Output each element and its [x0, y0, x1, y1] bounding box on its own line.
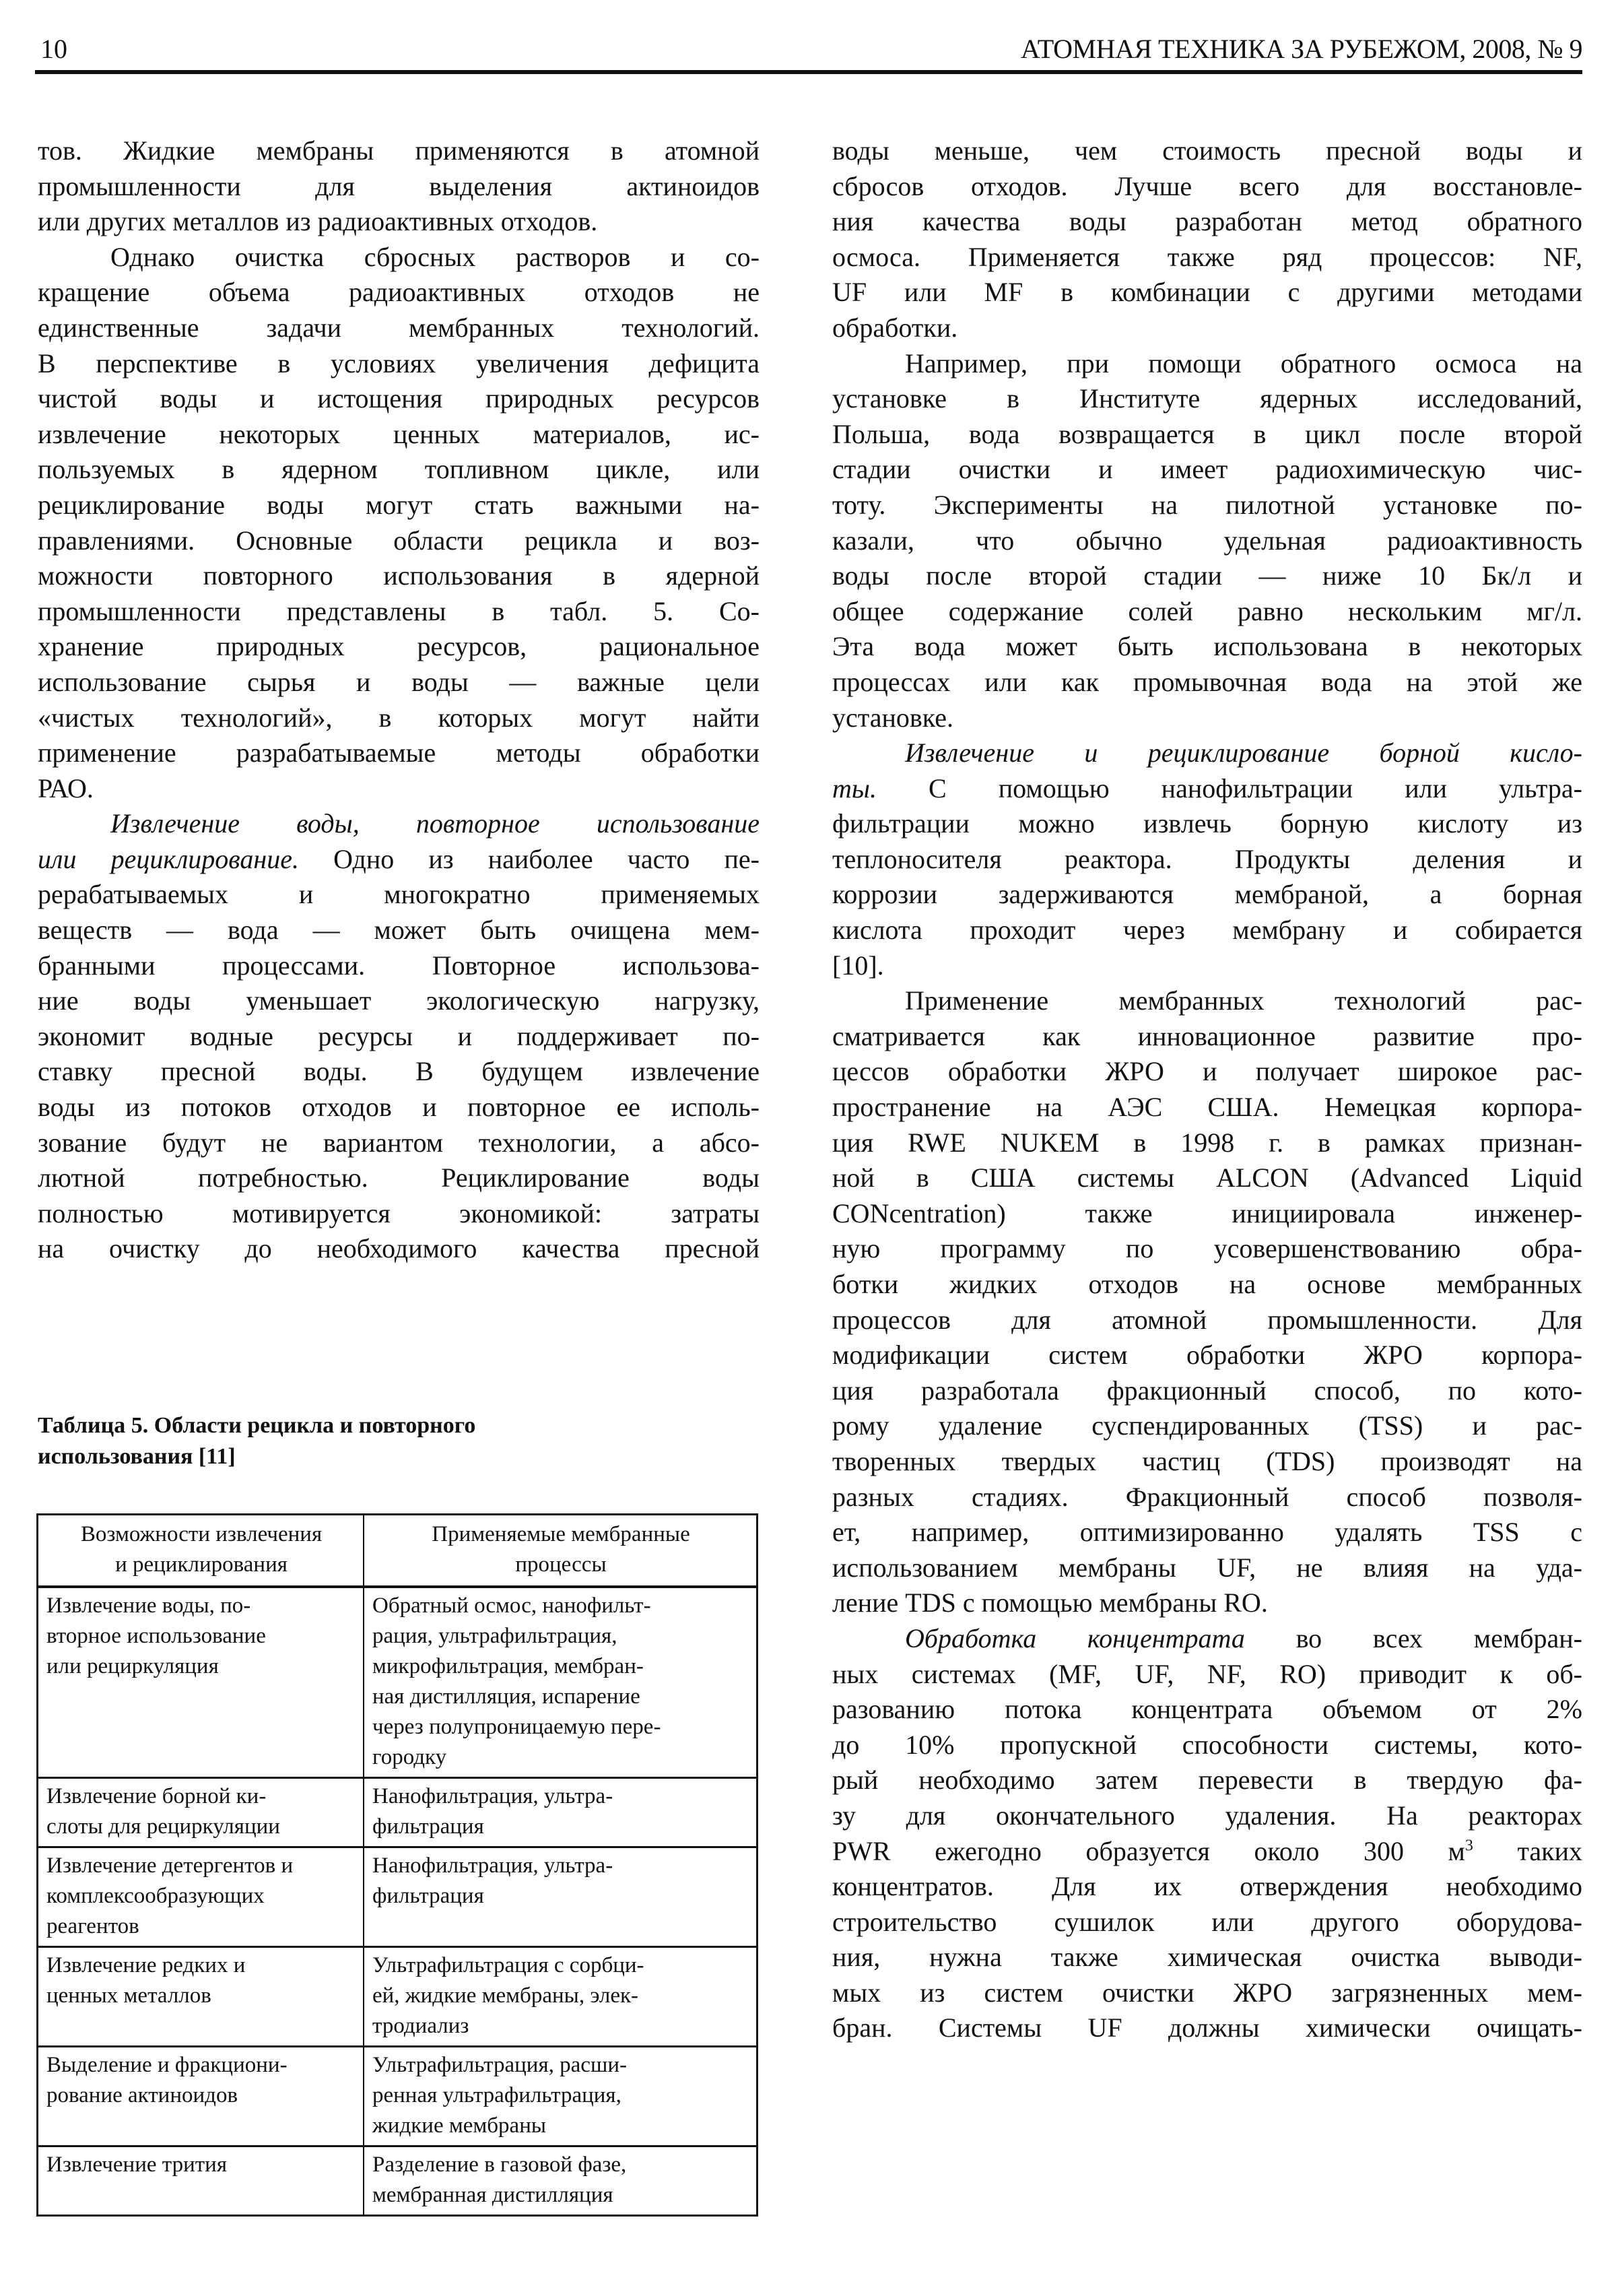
text-line: [38, 204, 760, 240]
text-line: [832, 558, 1582, 594]
text-run: [10].: [832, 950, 884, 981]
table-caption: [38, 1410, 760, 1472]
text-run: ния качества воды разработан метод обратного: [832, 206, 1582, 237]
text-run: тоту. Эксперименты на пилотной установке по-: [832, 489, 1582, 520]
text-run: мых из систем очистки ЖРО загрязненных мем-: [832, 1977, 1582, 2008]
text-run: или других металлов из радиоактивных отходов.: [38, 206, 598, 237]
text-line: [38, 771, 760, 807]
cell-text-line: Извлечение детергентов и: [46, 1854, 294, 1878]
text-run: ние воды уменьшает экологическую нагрузку,: [38, 985, 760, 1016]
text-run: рому удаление суспендированных (TSS) и рас-: [832, 1410, 1582, 1441]
text-run: общее содержание солей равно нескольким мг/л.: [832, 595, 1582, 626]
text-line: [38, 913, 760, 948]
text-line: [38, 275, 760, 310]
right-text-column: [832, 133, 1582, 2046]
text-line: [832, 1798, 1582, 1834]
text-line: [38, 1196, 760, 1232]
italic-run-in-heading: Извлечение воды, повторное использование: [110, 808, 760, 839]
opportunity-cell: [38, 2047, 364, 2146]
text-run: ставку пресной воды. В будущем извлечение: [38, 1056, 760, 1087]
text-run: разованию потока концентрата объемом от 2%: [832, 1694, 1582, 1725]
text-run: ция разработала фракционный способ, по кото-: [832, 1375, 1582, 1406]
processes-cell: [364, 1778, 758, 1847]
text-line: [832, 2010, 1582, 2046]
text-line: [832, 1373, 1582, 1409]
text-run: промышленности для выделения актиноидов: [38, 170, 760, 201]
text-line: [832, 983, 1582, 1019]
text-run: зование будут не вариантом технологии, а абсо-: [38, 1127, 760, 1158]
text-run: установке в Институте ядерных исследований,: [832, 383, 1582, 414]
text-line: [38, 1231, 760, 1267]
text-line: [832, 1090, 1582, 1125]
opportunity-cell: [38, 1587, 364, 1778]
text-line: [38, 452, 760, 488]
text-run: можности повторного использования в ядерной: [38, 560, 760, 591]
text-run: Однако очистка сбросных растворов и со-: [110, 241, 760, 272]
text-line: [832, 1940, 1582, 1975]
text-line: [832, 452, 1582, 488]
text-run: разных стадиях. Фракционный способ позволя-: [832, 1481, 1582, 1512]
text-line: [832, 1692, 1582, 1728]
text-line: [38, 842, 760, 878]
text-line: [38, 310, 760, 346]
text-line: [38, 1090, 760, 1125]
text-run: процессах или как промывочная вода на этой же: [832, 666, 1582, 697]
cell-text-line: фильтрация: [372, 1814, 484, 1839]
text-line: [38, 948, 760, 984]
text-line: [832, 913, 1582, 948]
text-run: рый необходимо затем перевести в твердую фа-: [832, 1765, 1582, 1796]
text-run: «чистых технологий», в которых могут найти: [38, 702, 760, 733]
text-run: применение разрабатываемые методы обработки: [38, 737, 760, 768]
text-run: процессов для атомной промышленности. Для: [832, 1304, 1582, 1335]
cell-text-line: Нанофильтрация, ультра-: [372, 1784, 613, 1808]
table-row: [38, 1778, 758, 1847]
processes-cell: [364, 2047, 758, 2146]
cell-text-line: Разделение в газовой фазе,: [372, 2153, 627, 2177]
cell-text-line: Нанофильтрация, ультра-: [372, 1854, 613, 1878]
cell-text-line: жидкие мембраны: [372, 2113, 547, 2138]
text-run: UF или MF в комбинации с другими методами: [832, 277, 1582, 308]
text-run: Применение мембранных технологий рас-: [905, 985, 1582, 1016]
text-run: до 10% пропускной способности системы, кото-: [832, 1729, 1582, 1760]
text-run: ет, например, оптимизированно удалять TSS с: [832, 1517, 1582, 1548]
text-run: воды после второй стадии — ниже 10 Бк/л и: [832, 560, 1582, 591]
processes-cell: [364, 1587, 758, 1778]
table-row: [38, 2146, 758, 2216]
text-line: [832, 1869, 1582, 1905]
cell-text-line: Извлечение борной ки-: [46, 1784, 267, 1808]
text-line: [832, 948, 1582, 984]
text-line: [832, 417, 1582, 453]
text-line: [38, 417, 760, 453]
text-line: [832, 1160, 1582, 1196]
text-line: [832, 1480, 1582, 1515]
cell-text-line: комплексообразующих: [46, 1884, 265, 1908]
left-text-column: [38, 133, 760, 1267]
text-run: пользуемых в ядерном топливном цикле, или: [38, 454, 760, 485]
table-row: [38, 1947, 758, 2047]
cell-text-line: ная дистилляция, испарение: [372, 1684, 640, 1709]
table-header-processes: Применяемые мембранные процессы: [364, 1515, 758, 1587]
text-run: во всех мембран-: [1244, 1622, 1582, 1653]
text-run: РАО.: [38, 773, 94, 803]
text-run: ботки жидких отходов на основе мембранных: [832, 1269, 1582, 1299]
text-run: обработки.: [832, 312, 958, 343]
text-line: [38, 523, 760, 559]
text-run: ной в США системы ALCON (Advanced Liquid: [832, 1162, 1582, 1193]
text-line: [832, 1834, 1582, 1870]
text-run: веществ — вода — может быть очищена мем-: [38, 915, 760, 946]
text-line: [38, 488, 760, 523]
text-run: PWR ежегодно образуется около 300 м: [832, 1835, 1465, 1866]
text-line: [832, 1303, 1582, 1338]
text-run: промышленности представлены в табл. 5. Со-: [38, 595, 760, 626]
text-run: казали, что обычно удельная радиоактивность: [832, 525, 1582, 556]
text-run: концентратов. Для их отверждения необходимо: [832, 1871, 1582, 1902]
text-line: [832, 1196, 1582, 1232]
text-run: Например, при помощи обратного осмоса на: [905, 348, 1582, 379]
text-line: [38, 735, 760, 771]
cell-text-line: Ультрафильтрация с сорбци-: [372, 1953, 644, 1977]
cell-text-line: Выделение и фракциони-: [46, 2053, 288, 2077]
text-run: бран. Системы UF должны химически очищать-: [832, 2012, 1582, 2043]
text-run: теплоносителя реактора. Продукты деления и: [832, 843, 1582, 874]
text-line: [832, 1338, 1582, 1373]
text-run: CONcentration) также инициировала инженер-: [832, 1198, 1582, 1228]
text-line: [38, 983, 760, 1019]
text-run: извлечение некоторых ценных материалов, ис-: [38, 418, 760, 449]
text-line: [38, 629, 760, 665]
text-run: ных системах (MF, UF, NF, RO) приводит к об-: [832, 1658, 1582, 1689]
text-line: [38, 346, 760, 382]
text-line: [832, 771, 1582, 807]
text-line: [832, 1125, 1582, 1161]
opportunity-cell: [38, 1847, 364, 1947]
text-line: [38, 665, 760, 700]
text-line: [832, 1585, 1582, 1621]
text-run: Одно из наиболее часто пе-: [299, 843, 760, 874]
cell-text-line: ценных металлов: [46, 1983, 211, 2008]
text-line: [832, 665, 1582, 700]
text-run: кращение объема радиоактивных отходов не: [38, 277, 760, 308]
table-row: [38, 2047, 758, 2146]
text-line: [832, 629, 1582, 665]
text-run: использование сырья и воды — важные цели: [38, 666, 760, 697]
text-run: лютной потребностью. Рециклирование воды: [38, 1162, 760, 1193]
text-run: тов. Жидкие мембраны применяются в атомной: [38, 135, 760, 166]
text-run: рециклирование воды могут стать важными на-: [38, 489, 760, 520]
text-run: таких: [1473, 1835, 1582, 1866]
text-line: [832, 1975, 1582, 2011]
text-run: правлениями. Основные области рецикла и воз-: [38, 525, 760, 556]
table-row: [38, 1847, 758, 1947]
text-run: ную программу по усовершенствованию обра-: [832, 1233, 1582, 1264]
text-line: [832, 275, 1582, 310]
text-line: [38, 1054, 760, 1090]
cell-text-line: Обратный осмос, нанофильт-: [372, 1594, 651, 1618]
text-run: цессов обработки ЖРО и получает широкое рас-: [832, 1056, 1582, 1087]
text-run: на очистку до необходимого качества пресной: [38, 1233, 760, 1264]
text-line: [38, 700, 760, 736]
text-run: полностью мотивируется экономикой: затраты: [38, 1198, 760, 1228]
text-run: коррозии задерживаются мембраной, а борная: [832, 879, 1582, 910]
text-run: С помощью нанофильтрации или ультра-: [876, 773, 1582, 803]
text-line: [832, 381, 1582, 417]
text-run: осмоса. Применяется также ряд процессов: NF,: [832, 241, 1582, 272]
text-line: [832, 488, 1582, 523]
text-line: [832, 877, 1582, 913]
text-run: бранными процессами. Повторное использова-: [38, 950, 760, 981]
text-line: [832, 735, 1582, 771]
text-run: зу для окончательного удаления. На реакторах: [832, 1800, 1582, 1831]
text-line: [832, 1054, 1582, 1090]
cell-text-line: Извлечение трития: [46, 2153, 228, 2177]
text-line: [832, 1728, 1582, 1763]
opportunity-cell: [38, 1778, 364, 1847]
text-run: строительство сушилок или другого оборудова-: [832, 1906, 1582, 1937]
cell-text-line: рование актиноидов: [46, 2083, 238, 2107]
processes-cell: [364, 1847, 758, 1947]
text-run: чистой воды и истощения природных ресурсов: [38, 383, 760, 414]
text-line: [832, 1231, 1582, 1267]
text-line: [832, 523, 1582, 559]
text-run: Эта вода может быть использована в некоторых: [832, 631, 1582, 662]
cell-text-line: городку: [372, 1745, 447, 1769]
text-line: [832, 1444, 1582, 1480]
text-run: рерабатываемых и многократно применяемых: [38, 879, 760, 910]
text-run: В перспективе в условиях увеличения дефицита: [38, 348, 760, 379]
table-header-row: [38, 1515, 758, 1587]
cell-text-line: реагентов: [46, 1914, 139, 1938]
text-run: пространение на АЭС США. Немецкая корпора-: [832, 1092, 1582, 1123]
text-run: кислота проходит через мембрану и собирается: [832, 915, 1582, 946]
text-run: творенных твердых частиц (TDS) производят на: [832, 1445, 1582, 1476]
text-line: [832, 806, 1582, 842]
cell-text-line: Ультрафильтрация, расши-: [372, 2053, 628, 2077]
text-line: [38, 1160, 760, 1196]
text-run: единственные задачи мембранных технологий.: [38, 312, 760, 343]
text-run: фильтрации можно извлечь борную кислоту из: [832, 808, 1582, 839]
text-line: [832, 1515, 1582, 1550]
text-run: сматривается как инновационное развитие про-: [832, 1020, 1582, 1051]
text-run: модификации систем обработки ЖРО корпора-: [832, 1340, 1582, 1371]
text-line: [832, 1267, 1582, 1303]
text-line: [832, 1019, 1582, 1055]
table-caption-line: использования [11]: [38, 1444, 236, 1469]
text-line: [38, 1125, 760, 1161]
processes-cell: [364, 1947, 758, 2047]
text-line: [38, 558, 760, 594]
text-run: воды из потоков отходов и повторное ее исполь-: [38, 1092, 760, 1123]
text-line: [38, 1019, 760, 1055]
text-run: Польша, вода возвращается в цикл после второй: [832, 418, 1582, 449]
text-line: [832, 169, 1582, 205]
text-line: [832, 1905, 1582, 1940]
table-caption-line: Таблица 5. Области рецикла и повторного: [38, 1413, 476, 1438]
running-header: [35, 32, 1582, 73]
text-line: [832, 842, 1582, 878]
table-row: [38, 1587, 758, 1778]
text-line: [38, 877, 760, 913]
cell-text-line: мембранная дистилляция: [372, 2183, 613, 2207]
cell-text-line: микрофильтрация, мембран-: [372, 1654, 644, 1678]
opportunity-cell: [38, 1947, 364, 2047]
cell-text-line: ей, жидкие мембраны, элек-: [372, 1983, 639, 2008]
text-line: [38, 240, 760, 275]
text-line: [38, 381, 760, 417]
cell-text-line: вторное использование: [46, 1624, 266, 1648]
text-line: [832, 240, 1582, 275]
cell-text-line: фильтрация: [372, 1884, 484, 1908]
cell-text-line: Извлечение воды, по-: [46, 1594, 251, 1618]
text-line: [832, 1408, 1582, 1444]
text-run: стадии очистки и имеет радиохимическую чис-: [832, 454, 1582, 485]
header-rule: [35, 70, 1582, 74]
page-number: 10: [40, 34, 67, 64]
text-line: [832, 1657, 1582, 1693]
cell-text-line: слоты для рециркуляции: [46, 1814, 280, 1839]
text-line: [832, 1550, 1582, 1586]
cell-text-line: через полупроницаемую пере-: [372, 1715, 661, 1739]
processes-cell: [364, 2146, 758, 2216]
text-run: ление TDS с помощью мембраны RO.: [832, 1587, 1268, 1618]
text-run: воды меньше, чем стоимость пресной воды и: [832, 135, 1582, 166]
text-run: ния, нужна также химическая очистка выводи-: [832, 1942, 1582, 1973]
opportunity-cell: [38, 2146, 364, 2216]
cell-text-line: или рециркуляция: [46, 1654, 219, 1678]
superscript: 3: [1464, 1837, 1473, 1855]
text-run: установке.: [832, 702, 953, 733]
italic-run-in-heading: ты.: [832, 773, 877, 803]
text-line: [832, 310, 1582, 346]
text-line: [832, 700, 1582, 736]
cell-text-line: тродиализ: [372, 2014, 469, 2038]
text-run: использованием мембраны UF, не влияя на уда-: [832, 1552, 1582, 1583]
text-line: [38, 169, 760, 205]
text-line: [832, 594, 1582, 630]
text-run: сбросов отходов. Лучше всего для восстановле-: [832, 170, 1582, 201]
text-line: [38, 806, 760, 842]
recycling-table: [36, 1513, 758, 2217]
text-run: хранение природных ресурсов, рациональное: [38, 631, 760, 662]
cell-text-line: Извлечение редких и: [46, 1953, 246, 1977]
text-line: [832, 1763, 1582, 1798]
text-line: [832, 204, 1582, 240]
text-line: [38, 133, 760, 169]
italic-run-in-heading: или рециклирование.: [38, 843, 299, 874]
italic-run-in-heading: Извлечение и рециклирование борной кисло-: [905, 737, 1582, 768]
italic-run-in-heading: Обработка концентрата: [905, 1622, 1245, 1653]
journal-title: АТОМНАЯ ТЕХНИКА ЗА РУБЕЖОМ, 2008, № 9: [1020, 34, 1582, 64]
text-line: [832, 346, 1582, 382]
cell-text-line: ренная ультрафильтрация,: [372, 2083, 621, 2107]
text-line: [38, 594, 760, 630]
text-run: ция RWE NUKEM в 1998 г. в рамках признан-: [832, 1127, 1582, 1158]
text-line: [832, 1621, 1582, 1657]
text-line: [832, 133, 1582, 169]
table-header-opportunity: Возможности извлечения и рециклирования: [38, 1515, 364, 1587]
cell-text-line: рация, ультрафильтрация,: [372, 1624, 617, 1648]
text-run: экономит водные ресурсы и поддерживает по-: [38, 1020, 760, 1051]
